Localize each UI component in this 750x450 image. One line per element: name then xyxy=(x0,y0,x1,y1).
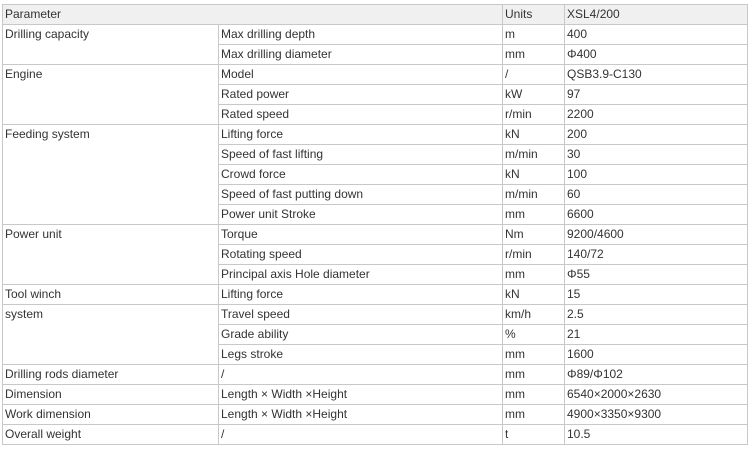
group-label: Drilling capacity xyxy=(3,25,219,65)
parameter-name-cell: Lifting force xyxy=(219,285,503,305)
group-label: Work dimension xyxy=(3,405,219,425)
group-label: Feeding system xyxy=(3,125,219,225)
header-units: Units xyxy=(503,5,565,25)
header-parameter: Parameter xyxy=(3,5,503,25)
value-cell: 10.5 xyxy=(565,425,748,445)
value-cell: 200 xyxy=(565,125,748,145)
value-cell: Φ89/Φ102 xyxy=(565,365,748,385)
parameter-name-cell: Speed of fast putting down xyxy=(219,185,503,205)
specification-table-body xyxy=(3,5,748,445)
unit-cell: mm xyxy=(503,405,565,425)
value-cell: 97 xyxy=(565,85,748,105)
value-cell: Φ55 xyxy=(565,265,748,285)
unit-cell: Nm xyxy=(503,225,565,245)
unit-cell: / xyxy=(503,65,565,85)
unit-cell: mm xyxy=(503,345,565,365)
parameter-name-cell: Length × Width ×Height xyxy=(219,385,503,405)
value-cell: 6600 xyxy=(565,205,748,225)
parameter-name-cell: Legs stroke xyxy=(219,345,503,365)
group-label: Drilling rods diameter xyxy=(3,365,219,385)
parameter-name-cell: Travel speed xyxy=(219,305,503,325)
parameter-name-cell: Lifting force xyxy=(219,125,503,145)
unit-cell: mm xyxy=(503,365,565,385)
table-row xyxy=(3,125,748,145)
parameter-name-cell: / xyxy=(219,365,503,385)
unit-cell: mm xyxy=(503,265,565,285)
value-cell: 1600 xyxy=(565,345,748,365)
value-cell: 21 xyxy=(565,325,748,345)
specification-table xyxy=(2,4,748,445)
unit-cell: m xyxy=(503,25,565,45)
unit-cell: r/min xyxy=(503,105,565,125)
group-label: Overall weight xyxy=(3,425,219,445)
unit-cell: kN xyxy=(503,285,565,305)
parameter-name-cell: Max drilling diameter xyxy=(219,45,503,65)
unit-cell: km/h xyxy=(503,305,565,325)
value-cell: 2.5 xyxy=(565,305,748,325)
unit-cell: mm xyxy=(503,45,565,65)
value-cell: 2200 xyxy=(565,105,748,125)
parameter-name-cell: Rated speed xyxy=(219,105,503,125)
unit-cell: kN xyxy=(503,165,565,185)
group-label: Tool winch xyxy=(3,285,219,305)
unit-cell: t xyxy=(503,425,565,445)
parameter-name-cell: / xyxy=(219,425,503,445)
table-row xyxy=(3,305,748,325)
table-header-row xyxy=(3,5,748,25)
parameter-name-cell: Model xyxy=(219,65,503,85)
value-cell: 6540×2000×2630 xyxy=(565,385,748,405)
value-cell: 30 xyxy=(565,145,748,165)
parameter-name-cell: Rated power xyxy=(219,85,503,105)
parameter-name-cell: Principal axis Hole diameter xyxy=(219,265,503,285)
value-cell: 140/72 xyxy=(565,245,748,265)
table-row xyxy=(3,225,748,245)
parameter-name-cell: Max drilling depth xyxy=(219,25,503,45)
unit-cell: m/min xyxy=(503,185,565,205)
parameter-name-cell: Length × Width ×Height xyxy=(219,405,503,425)
unit-cell: mm xyxy=(503,205,565,225)
table-row xyxy=(3,285,748,305)
value-cell: 100 xyxy=(565,165,748,185)
parameter-name-cell: Torque xyxy=(219,225,503,245)
table-row xyxy=(3,385,748,405)
group-label: system xyxy=(3,305,219,365)
unit-cell: m/min xyxy=(503,145,565,165)
value-cell: 60 xyxy=(565,185,748,205)
value-cell: 400 xyxy=(565,25,748,45)
table-row xyxy=(3,405,748,425)
unit-cell: kW xyxy=(503,85,565,105)
value-cell: 15 xyxy=(565,285,748,305)
value-cell: Φ400 xyxy=(565,45,748,65)
unit-cell: kN xyxy=(503,125,565,145)
parameter-name-cell: Grade ability xyxy=(219,325,503,345)
table-row xyxy=(3,365,748,385)
parameter-name-cell: Power unit Stroke xyxy=(219,205,503,225)
group-label: Dimension xyxy=(3,385,219,405)
group-label: Engine xyxy=(3,65,219,125)
group-label: Power unit xyxy=(3,225,219,285)
table-row xyxy=(3,65,748,85)
value-cell: 4900×3350×9300 xyxy=(565,405,748,425)
value-cell: QSB3.9-C130 xyxy=(565,65,748,85)
unit-cell: % xyxy=(503,325,565,345)
parameter-name-cell: Speed of fast lifting xyxy=(219,145,503,165)
table-row xyxy=(3,425,748,445)
header-model: XSL4/200 xyxy=(565,5,748,25)
unit-cell: mm xyxy=(503,385,565,405)
parameter-name-cell: Crowd force xyxy=(219,165,503,185)
value-cell: 9200/4600 xyxy=(565,225,748,245)
table-row xyxy=(3,25,748,45)
unit-cell: r/min xyxy=(503,245,565,265)
parameter-name-cell: Rotating speed xyxy=(219,245,503,265)
